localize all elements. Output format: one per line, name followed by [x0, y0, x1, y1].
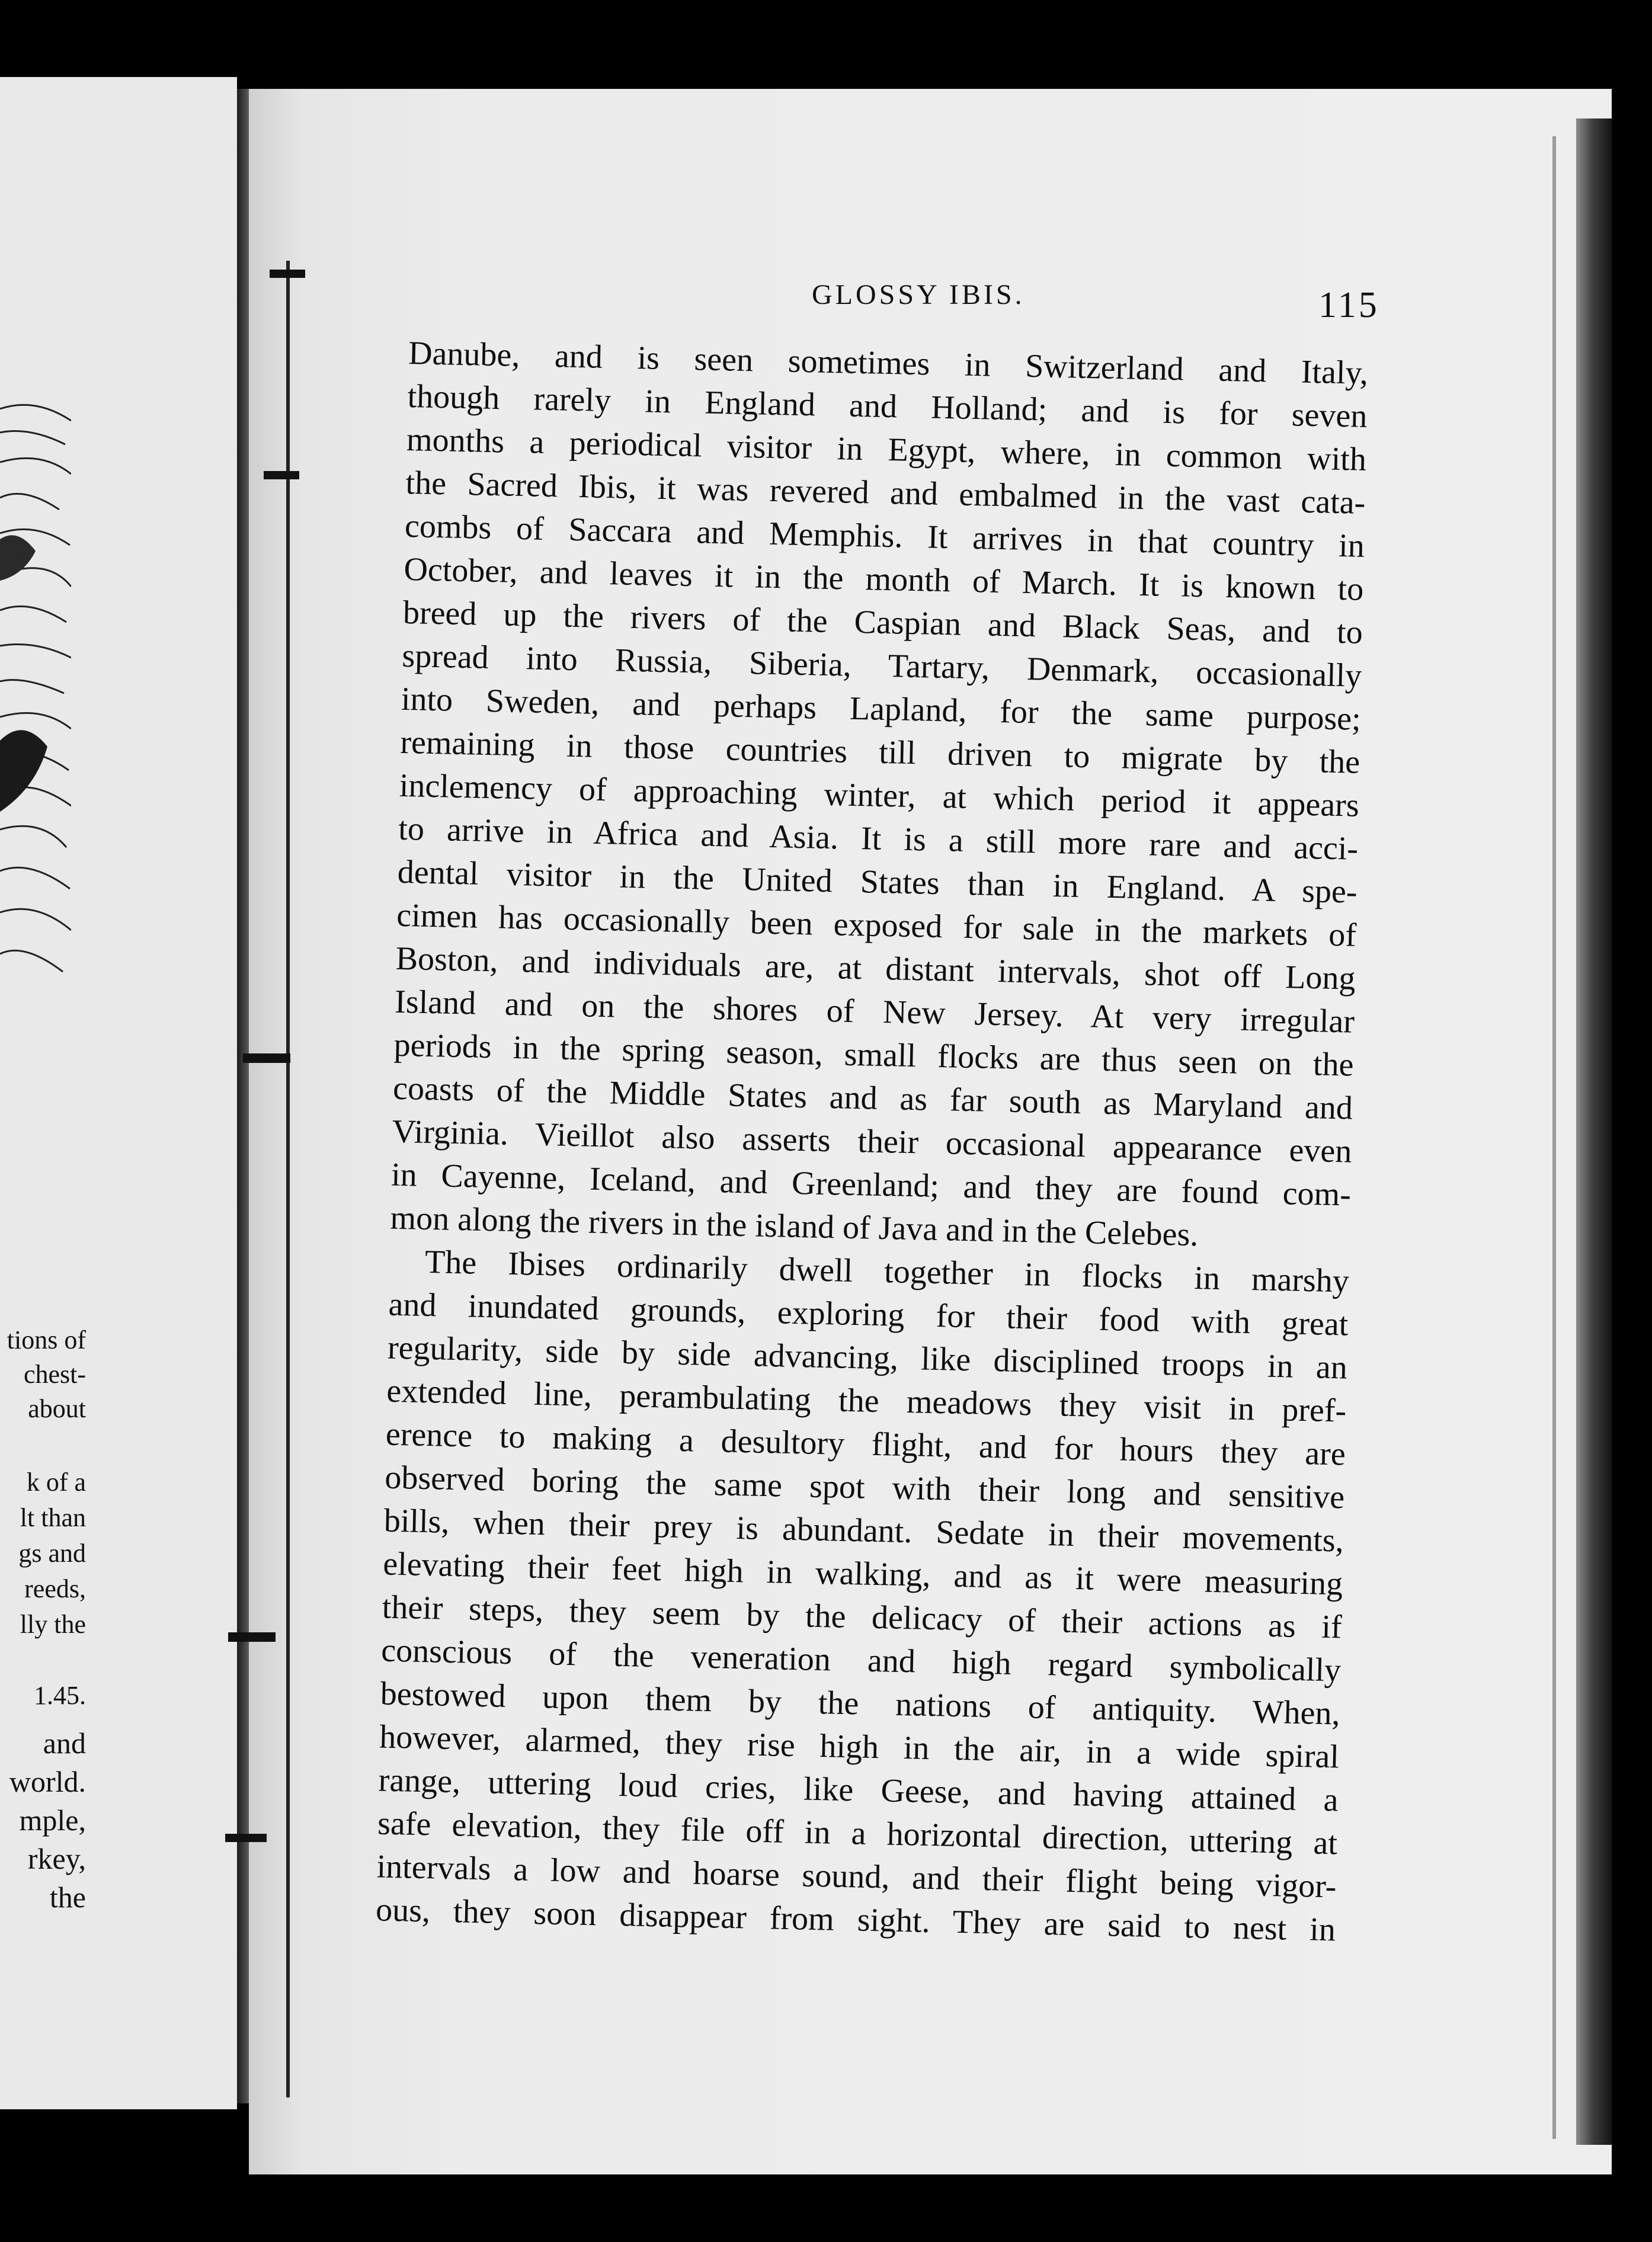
left-line: chest-: [23, 1360, 86, 1389]
left-line: and: [43, 1727, 86, 1760]
text-line: however, alarmed, they rise high in the air, in a wide spiral: [379, 1718, 1340, 1776]
body-text: [375, 332, 1368, 1952]
stitch-mark: [228, 1632, 276, 1642]
text-line: mon along the rivers in the island of Java and in the Celebes.: [390, 1199, 1199, 1254]
text-line: Boston, and individuals are, at distant intervals, shot off Long: [395, 940, 1356, 997]
text-line: Danube, and is seen sometimes in Switzerland and Italy,: [408, 334, 1369, 392]
text-line: conscious of the veneration and high regard symbolically: [380, 1632, 1342, 1689]
text-line: inclemency of approaching winter, at which period it appears: [399, 767, 1360, 824]
left-line: about: [28, 1394, 86, 1423]
left-line: gs and: [18, 1539, 86, 1568]
stitch-mark: [243, 1053, 290, 1063]
text-line: bills, when their prey is abundant. Sedate in their movements,: [383, 1502, 1344, 1559]
stitch-mark: [225, 1834, 267, 1842]
text-line: spread into Russia, Siberia, Tartary, Denmark, occasionally: [401, 637, 1362, 694]
text-line: intervals a low and hoarse sound, and their flight being vigor-: [376, 1848, 1337, 1905]
text-line: though rarely in England and Holland; and is for seven: [407, 377, 1368, 435]
left-line: lt than: [20, 1503, 86, 1532]
text-line: observed boring the same spot with their long and sensitive: [384, 1459, 1345, 1516]
left-line: the: [49, 1881, 86, 1914]
left-line: tions of: [7, 1325, 86, 1354]
engraving-fragment: [0, 361, 71, 1025]
running-head: GLOSSY IBIS.: [812, 279, 1025, 310]
page-edge-line: [1552, 136, 1556, 2139]
text-line: remaining in those countries till driven to migrate by the: [399, 723, 1360, 781]
left-line: reeds,: [24, 1574, 86, 1603]
text-line: the Sacred Ibis, it was revered and embalmed in the vast cata-: [405, 464, 1366, 521]
text-line: extended line, perambulating the meadows they visit in pref-: [386, 1372, 1347, 1430]
left-line: 1.45.: [34, 1681, 86, 1710]
text-line: range, uttering loud cries, like Geese, and having attained a: [378, 1761, 1339, 1819]
text-line: into Sweden, and perhaps Lapland, for the same purpose;: [401, 680, 1362, 738]
page-number: 115: [1318, 285, 1379, 325]
text-line: regularity, side by side advancing, like disciplined troops in an: [387, 1329, 1348, 1386]
text-line: and inundated grounds, exploring for their food with great: [388, 1286, 1349, 1343]
left-line: k of a: [26, 1468, 86, 1497]
text-line: months a periodical visitor in Egypt, where, in common with: [406, 421, 1367, 478]
stitch-mark: [270, 270, 305, 278]
left-line: mple,: [19, 1804, 86, 1837]
text-line: in Cayenne, Iceland, and Greenland; and they are found com-: [390, 1156, 1352, 1213]
text-line: periods in the spring season, small flocks are thus seen on the: [393, 1026, 1355, 1084]
binding-thread: [286, 261, 290, 2097]
text-line: ous, they soon disappear from sight. They are said to nest in: [375, 1891, 1336, 1949]
left-line: lly the: [20, 1610, 86, 1639]
page-edge: [1576, 118, 1612, 2145]
text-line: erence to making a desultory flight, and for hours they are: [385, 1415, 1346, 1473]
text-line: Island and on the shores of New Jersey. At very irregular: [394, 983, 1355, 1040]
text-line: coasts of the Middle States and as far south as Maryland and: [392, 1069, 1353, 1127]
left-line: rkey,: [27, 1842, 86, 1875]
text-line: bestowed upon them by the nations of antiquity. When,: [380, 1675, 1341, 1732]
text-line: Virginia. Vieillot also asserts their occasional appearance even: [392, 1113, 1353, 1170]
text-line: safe elevation, they file off in a horizontal direction, uttering at: [377, 1805, 1338, 1862]
stitch-mark: [264, 471, 299, 479]
text-line: dental visitor in the United States than in England. A spe-: [397, 853, 1358, 911]
text-line: elevating their feet high in walking, and as it were measuring: [382, 1545, 1343, 1603]
text-line: cimen has occasionally been exposed for sale in the markets of: [396, 896, 1357, 954]
text-line: The Ibises ordinarily dwell together in flocks in marshy: [424, 1243, 1350, 1300]
text-line: their steps, they seem by the delicacy of their actions as if: [382, 1588, 1343, 1646]
text-line: breed up the rivers of the Caspian and Black Seas, and to: [402, 594, 1363, 651]
left-line: world.: [9, 1765, 86, 1798]
text-line: October, and leaves it in the month of March. It is known to: [403, 550, 1364, 608]
text-line: to arrive in Africa and Asia. It is a still more rare and acci-: [398, 810, 1359, 867]
text-line: combs of Saccara and Memphis. It arrives in that country in: [404, 507, 1365, 565]
left-page: [0, 77, 237, 2109]
